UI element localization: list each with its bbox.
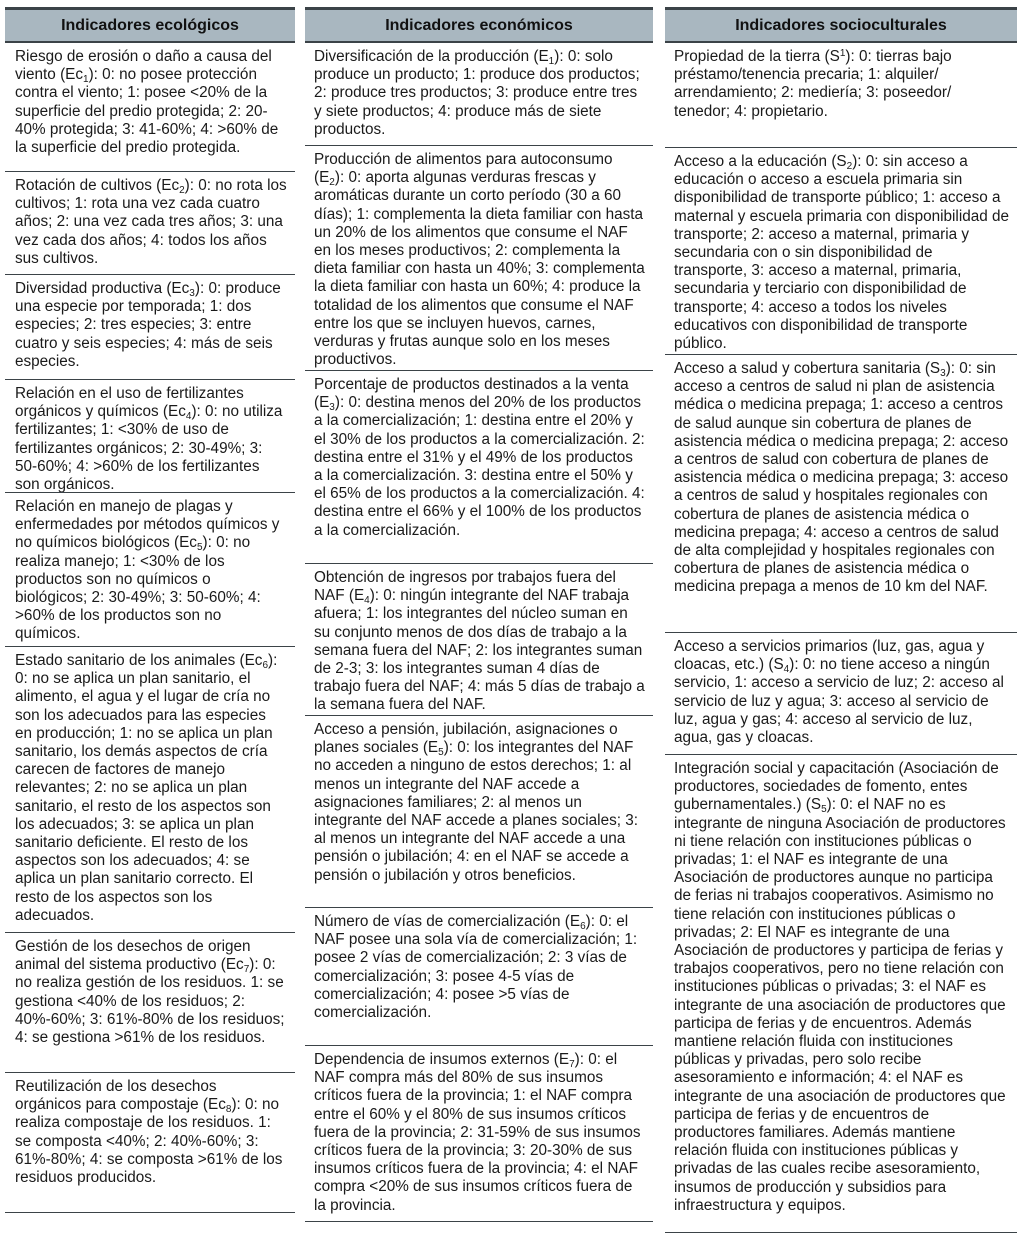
- indicator-cell: Estado sanitario de los animales $(Ec_6)$: 0: no se aplica un plan sanitario, el alimento, el agua y el lugar de cría no son los adecuados para las especies en producción; 1: no se aplica un plan sanitario, los demás aspectos de cría carecen de factores de manejo relevantes; 2: no se aplica un plan sanitario, el resto de los aspectos son los adecuados; 3: se aplica un plan sanitario deficiente. El resto de los aspectos son los adecuados; 4: se aplica un plan sanitario correcto. El resto de los aspectos son los adecuados.: [5, 647, 295, 933]
- indicator-cell: Relación en el uso de fertilizantes orgánicos y químicos $(Ec_4)$: 0: no utiliza fertilizantes; 1: <30% de uso de fertilizantes orgánicos; 2: 30-49%; 3: 50-60%; 4: >60% de los fertilizantes son orgánicos.: [5, 380, 295, 493]
- indicator-cell: Integración social y capacitación (Asociación de productores, sociedades de fomento, entes gubernamentales.) $(S_5)$: 0: el NAF no es integrante de ninguna Asociación de productores ni tiene relación con instituciones públicas o privadas; 1: el NAF es integrante de una Asociación de productores aunque no participa de ferias ni trabajos cooperativos. Asimismo no tiene relación con instituciones públicas o privadas; 2: El NAF es integrante de una Asociación de productores y participa de ferias y trabajos cooperativos, pero no tiene relación con instituciones públicas o privadas; 3: el NAF es integrante de una asociación de productores que participa de ferias y de encuentros. Además mantiene relación fluida con instituciones públicas y privadas, pero solo recibe asesoramiento e información; 4: el NAF es integrante de una asociación de productores que participa de ferias y de encuentros de productores familiares. Además mantiene relación fluida con instituciones públicas y privadas de las cuales recibe asesoramiento, insumos de producción y subsidios para infraestructura y equipos.: [665, 755, 1017, 1233]
- indicator-cell: Obtención de ingresos por trabajos fuera del NAF $(E_4)$: 0: ningún integrante del NAF trabaja afuera; 1: los integrantes del núcleo suman en su conjunto menos de dos días de trabajo a la semana fuera del NAF; 2: los integrantes suman de 2-3; 3: los integrantes suman 4 días de trabajo fuera del NAF; 4: más 5 días de trabajo a la semana fuera del NAF.: [305, 564, 653, 716]
- indicator-cell: Rotación de cultivos $(Ec_2)$: 0: no rota los cultivos; 1: rota una vez cada cuatro años; 2: una vez cada tres años; 3: una vez cada dos años; 4: todos los años sus cultivos.: [5, 172, 295, 275]
- indicator-cell: Acceso a la educación $(S_2)$: 0: sin acceso a educación o acceso a escuela primaria sin disponibilidad de transporte público; 1: acceso a maternal y escuela primaria con disponibilidad de transporte; 2: acceso a maternal, primaria y secundaria con o sin disponibilidad de transporte, 3: acceso a maternal, primaria, secundaria y terciario con disponibilidad de transporte; 4: acceso a todos los niveles educativos con disponibilidad de transporte público.: [665, 148, 1017, 355]
- column-header: Indicadores ecológicos: [5, 7, 295, 43]
- indicator-cell: Acceso a servicios primarios (luz, gas, agua y cloacas, etc.) $(S_4)$: 0: no tiene acceso a ningún servicio, 1: acceso a servicio de luz; 2: acceso al servicio de luz y agua; 3: acceso al servicio de luz, agua y gas; 4: acceso al servicio de luz, agua, gas y cloacas.: [665, 633, 1017, 755]
- indicator-cell: Porcentaje de productos destinados a la venta $(E_3)$: 0: destina menos del 20% de los productos a la comercialización; 1: destina entre el 20% y el 30% de los productos a la comercialización. 2: destina entre el 31% y el 49% de los productos a la comercialización. 3: destina entre el 50% y el 65% de los productos a la comercialización. 4: destina entre el 66% y el 100% de los productos a la comercialización.: [305, 371, 653, 564]
- column-header: Indicadores socioculturales: [665, 7, 1017, 43]
- indicator-cell: Gestión de los desechos de origen animal del sistema productivo $(Ec_7)$: 0: no realiza gestión de los residuos. 1: se gestiona <40% de los residuos; 2: 40%-60%; 3: 61%-80% de los residuos; 4: se gestiona >61% de los residuos.: [5, 933, 295, 1073]
- indicator-cell: Propiedad de la tierra $(S^1)$: 0: tierras bajo préstamo/tenencia precaria; 1: alquiler/ arrendamiento; 2: mediería; 3: poseedor/ tenedor; 4: propietario.: [665, 43, 1017, 148]
- sociocultural-indicators-column: [665, 7, 1017, 1233]
- indicator-cell: Diversificación de la producción $(E_1)$: 0: solo produce un producto; 1: produce dos productos; 2: produce tres productos; 3: produce entre tres y siete productos; 4: produce más de siete productos.: [305, 43, 653, 146]
- column-header: Indicadores económicos: [305, 7, 653, 43]
- indicator-cell: Dependencia de insumos externos $(E_7)$: 0: el NAF compra más del 80% de sus insumos críticos fuera de la provincia; 1: el NAF compra entre el 60% y el 80% de sus insumos críticos fuera de la provincia; 2: 31-59% de sus insumos críticos fuera de la provincia; 3: 20-30% de sus insumos críticos fuera de la provincia; 4: el NAF compra <20% de sus insumos críticos fuera de la provincia.: [305, 1046, 653, 1222]
- indicator-cell: Acceso a salud y cobertura sanitaria $(S_3)$: 0: sin acceso a centros de salud ni plan de asistencia médica o medicina prepaga; 1: acceso a centros de salud aunque sin cobertura de planes de asistencia médica o medicina prepaga; 2: acceso a centros de salud con cobertura de planes de asistencia médica o medicina prepaga; 3: acceso a centros de salud y hospitales regionales con cobertura de planes de asistencia médica o medicina prepaga; 4: acceso a centros de salud de alta complejidad y hospitales regionales con cobertura de planes de asistencia médica o medicina prepaga a menos de 10 km del NAF.: [665, 355, 1017, 633]
- indicator-cell: Riesgo de erosión o daño a causa del viento $(Ec_1)$: 0: no posee protección contra el viento; 1: posee <20% de la superficie del predio protegida; 2: 20-40% protegida; 3: 41-60%; 4: >60% de la superficie del predio protegida.: [5, 43, 295, 172]
- indicator-cell: Reutilización de los desechos orgánicos para compostaje $(Ec_8)$: 0: no realiza compostaje de los residuos. 1: se composta <40%; 2: 40%-60%; 3: 61%-80%; 4: se composta >61% de los residuos producidos.: [5, 1073, 295, 1213]
- indicator-cell: Acceso a pensión, jubilación, asignaciones o planes sociales $(E_5)$: 0: los integrantes del NAF no acceden a ninguno de estos derechos; 1: al menos un integrante del NAF accede a asignaciones familiares; 2: al menos un integrante del NAF accede a planes sociales; 3: al menos un integrante del NAF accede a una pensión o jubilación; 4: en el NAF se accede a pensión o jubilación y otros beneficios.: [305, 716, 653, 908]
- indicator-cell: Diversidad productiva $(Ec_3)$: 0: produce una especie por temporada; 1: dos especies; 2: tres especies; 3: entre cuatro y seis especies; 4: más de seis especies.: [5, 275, 295, 380]
- indicator-cell: Relación en manejo de plagas y enfermedades por métodos químicos y no químicos biológicos $(Ec_5)$: 0: no realiza manejo; 1: <30% de los productos son no químicos o biológicos; 2: 30-49%; 3: 50-60%; 4: >60% de los productos son no químicos.: [5, 493, 295, 647]
- ecological-indicators-column: [5, 7, 295, 1213]
- indicator-cell: Producción de alimentos para autoconsumo $(E_2)$: 0: aporta algunas verduras frescas y aromáticas durante un corto período (30 a 60 días); 1: complementa la dieta familiar con hasta un 20% de los alimentos que consume el NAF en los meses productivos; 2: complementa la dieta familiar con hasta un 40%; 3: complementa la dieta familiar con hasta un 60%; 4: produce la totalidad de los alimentos que consume el NAF entre los que se incluyen huevos, carnes, verduras y frutas aunque solo en los meses productivos.: [305, 146, 653, 371]
- economic-indicators-column: [305, 7, 653, 1222]
- indicator-cell: Número de vías de comercialización $(E_6)$: 0: el NAF posee una sola vía de comercialización; 1: posee 2 vías de comercialización; 2: 3 vías de comercialización; 3: posee 4-5 vías de comercialización; 4: posee >5 vías de comercialización.: [305, 908, 653, 1046]
